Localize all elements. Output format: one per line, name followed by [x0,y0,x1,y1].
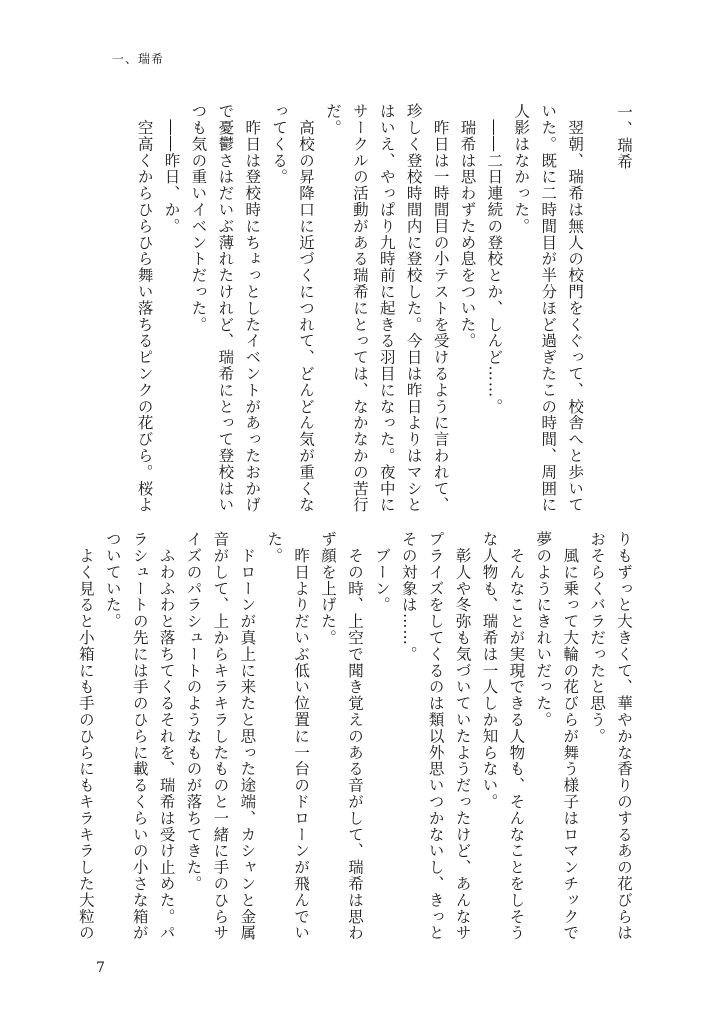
text-line: おそらくバラだったと思う。 [588,531,607,745]
text-line: そんなことが実現できる人物も、そんなことをしそう [507,531,526,941]
page-number: 7 [96,960,105,976]
text-line: 昨日は一時間目の小テストを受けるように言われて、 [431,103,450,513]
text-line: 彰人や冬弥も気づいていたようだったけど、あんなサ [453,531,472,941]
text-line: いた。既に二時間目が半分ほど過ぎたこの時間、周囲に [539,103,558,513]
text-line: 翌朝、瑞希は無人の校門をくぐって、校舎へと歩いて [566,103,585,513]
text-line: 瑞希は思わずため息をついた。 [458,103,477,349]
text-line: 昨日は登校時にちょっとしたイベントがあったおかげ [243,103,262,513]
text-line: ――昨日、か。 [162,103,181,235]
text-line: りもずっと大きくて、華やかな香りのするあの花びらは [615,531,633,941]
text-line: ――二日連続の登校とか、しんど……。 [485,103,504,415]
text-line: 昨日よりだいぶ低い位置に一台のドローンが飛んでい [292,531,311,941]
text-line: 高校の昇降口に近づくにつれて、どんどん気が重くな [297,103,316,513]
text-line: 風に乗って大輪の花びらが舞う様子はロマンチックで [561,531,580,941]
upper-text-block [89,103,637,513]
text-line: ず顔を上げた。 [319,531,338,646]
text-line: イズのパラシュートのようなものが落ちてきた。 [184,531,203,892]
text-line: よく見ると小箱にも手のひらにもキラキラした大粒の [76,531,95,941]
text-line: サークルの活動がある瑞希にとっては、なかなかの苦行 [350,103,369,513]
text-line: はいえ、やっぱり九時前に起きる羽目になった。夜中に [377,103,396,513]
text-line: 人影はなかった。 [512,103,531,235]
text-line: だ。 [323,103,342,136]
text-line: ってくる。 [270,103,289,185]
text-line: ブーン。 [372,531,391,613]
text-line: 音がして、上からキラキラしたものと一緒に手のひらサ [211,531,230,941]
text-line: な人物も、瑞希は一人しか知らない。 [480,531,499,810]
lower-text-block [76,531,637,941]
text-line: その時、上空で聞き覚えのある音がして、瑞希は思わ [345,531,364,941]
running-head: 一、瑞希 [112,52,165,66]
text-line: ふわふわと落ちてくるそれを、瑞希は受け止めた。パ [157,531,176,941]
text-line: で憂鬱さはだいぶ薄れたけれど、瑞希にとって登校はい [216,103,235,513]
text-line: ついていた。 [103,531,122,630]
text-line: 珍しく登校時間内に登校した。今日は昨日よりはマシと [404,103,423,513]
text-line: た。 [265,531,284,564]
text-line: その対象は……。 [399,531,418,663]
text-line: 夢のようにきれいだった。 [534,531,553,728]
text-line: つも気の重いイベントだった。 [189,103,208,333]
text-line: ラシュートの先には手のひらに載るくらいの小さな箱が [130,531,149,941]
chapter-title: 一、瑞希 [615,104,633,170]
text-line: ドローンが真上に来たと思った途端、カシャンと金属 [238,531,257,941]
text-line: プライズをしてくるのは類以外思いつかないし、きっと [426,531,445,941]
text-line: 空高くからひらひら舞い落ちるピンクの花びら。桜よ [135,103,154,513]
